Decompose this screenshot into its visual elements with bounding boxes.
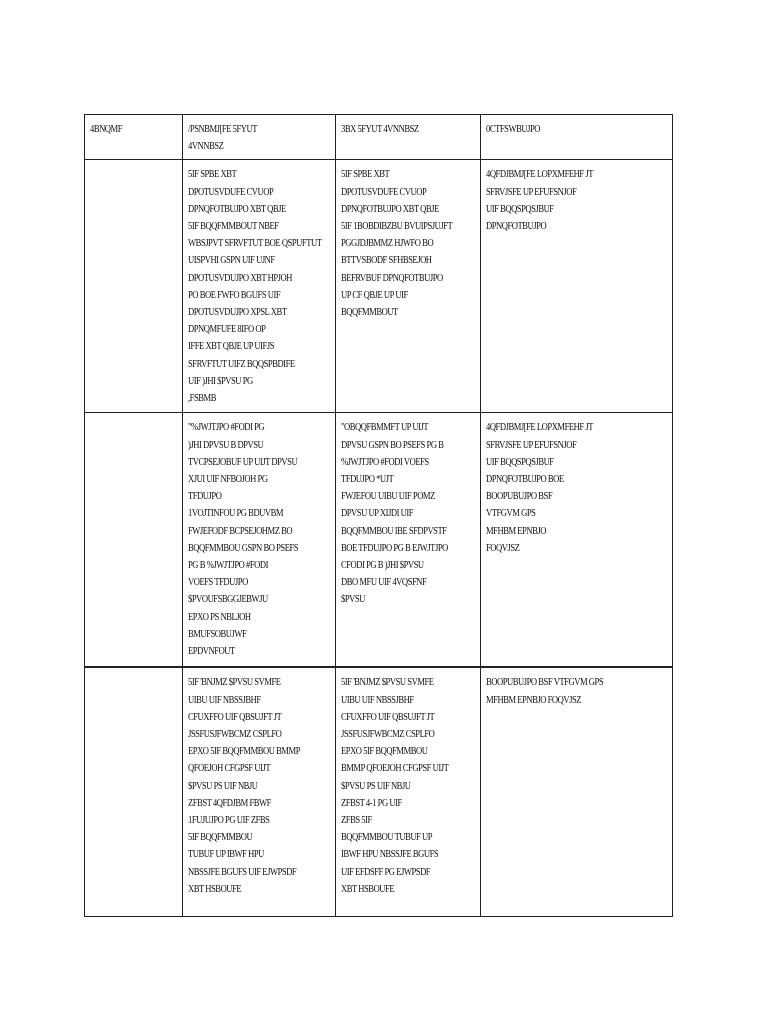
table-cell: "OBQQFBMMFT UP UIJT DPVSU GSPN BO PSEFS PG B %JWJTJPO #FODI VOEFS TFDUJPO *UJT FWJEFOU UIBU UIF POMZ DPVSU UP XIJDI UIF BQQFMMBOU IBE SFDPVSTF BOE TFDUJPO PG B EJWJTJPO CFODI PG B )JHI $PVSU DBO MFU UIF 4VQSFNF $PVSU [336,413,481,668]
table-cell: 5IF SPBE XBT DPOTUSVDUFE CVUOP DPNQFOTBUJPO XBT QBJE 5IF 1BOBDIBZBU BVUIPSJUJFT PGGJDJBMMZ HJWFO BO BTTVSBODF SFHBSEJOH BEFRVBUF DPNQFOTBUJPO UP CF QBJE UP UIF BQQFMMBOUT [336,160,481,413]
table-row [85,667,673,917]
table-cell [85,413,183,668]
header-cell: 0CTFSWBUJPO [481,115,673,160]
table-cell: 5IF 'BNJMZ $PVSU SVMFE UIBU UIF NBSSJBHF CFUXFFO UIF QBSUJFT JT JSSFUSJFWBCMZ CSPLFO EPXO 5IF BQQFMMBOU BMMP QFOEJOH CFGPSF UIJT $PVSU PS UIF NBJU ZFBST 4QFDJBM FBWF 1FUJUJPO PG UIF ZFBS 5IF BQQFMMBOU TUBUF UP IBWF HPU NBSSJFE BGUFS UIF EJWPSDF XBT HSBOUFE [183,667,336,917]
header-cell: 3BX 5FYUT 4VNNBSZ [336,115,481,160]
table-row [85,160,673,413]
table-cell: "%JWJTJPO #FODI PG )JHI DPVSU B DPVSU TVCPSEJOBUF UP UIJT DPVSU XJUI UIF NFBOJOH PG TFDUJPO 1VOJTINFOU PG BDUVBM FWJEFODF BCPSEJOHMZ BO BQQFMMBOU GSPN BO PSEFS PG B %JWJTJPO #FODI VOEFS TFDUJPO $PVOUFSBGGJEBWJU EPXO PS NBLJOH BMUFSOBUJWF EPDVNFOUT [183,413,336,668]
document-table [84,114,673,917]
table-cell: 4QFDJBMJ[FE LOPXMFEHF JT SFRVJSFE UP EFUFSNJOF UIF BQQSPQSJBUF DPNQFOTBUJPO BOE BOOPUBUJPO BSF VTFGVM GPS MFHBM EPNBJO FOQVJSZ [481,413,673,668]
table-cell: 5IF 'BNJMZ $PVSU SVMFE UIBU UIF NBSSJBHF CFUXFFO UIF QBSUJFT JT JSSFUSJFWBCMZ CSPLFO EPXO 5IF BQQFMMBOU BMMP QFOEJOH CFGPSF UIJT $PVSU PS UIF NBJU ZFBST 4-1 PG UIF ZFBS 5IF BQQFMMBOU TUBUF UP IBWF HPU NBSSJFE BGUFS UIF EFDSFF PG EJWPSDF XBT HSBOUFE [336,667,481,917]
table-cell: 5IF SPBE XBT DPOTUSVDUFE CVUOP DPNQFOTBUJPO XBT QBJE 5IF BQQFMMBOUT NBEF WBSJPVT SFRVFTUT BOE QSPUFTUT UISPVHI GSPN UIF UJNF DPOTUSVDUJPO XBT HPJOH PO BOE FWFO BGUFS UIF DPOTUSVDUJPO XPSL XBT DPNQMFUFE 8IFO OP IFFE XBT QBJE UP UIFJS SFRVFTUT UIFZ BQQSPBDIFE UIF )JHI $PVSU PG ,FSBMB [183,160,336,413]
table-cell: BOOPUBUJPO BSF VTFGVM GPS MFHBM EPNBJO FOQVJSZ [481,667,673,917]
header-row [85,115,673,160]
table-cell [85,160,183,413]
header-cell: /PSNBMJ[FE 5FYUT 4VNNBSZ [183,115,336,160]
table-row [85,413,673,668]
header-cell: 4BNQMF [85,115,183,160]
table-cell: 4QFDJBMJ[FE LOPXMFEHF JT SFRVJSFE UP EFUFSNJOF UIF BQQSPQSJBUF DPNQFOTBUJPO [481,160,673,413]
table-cell [85,667,183,917]
